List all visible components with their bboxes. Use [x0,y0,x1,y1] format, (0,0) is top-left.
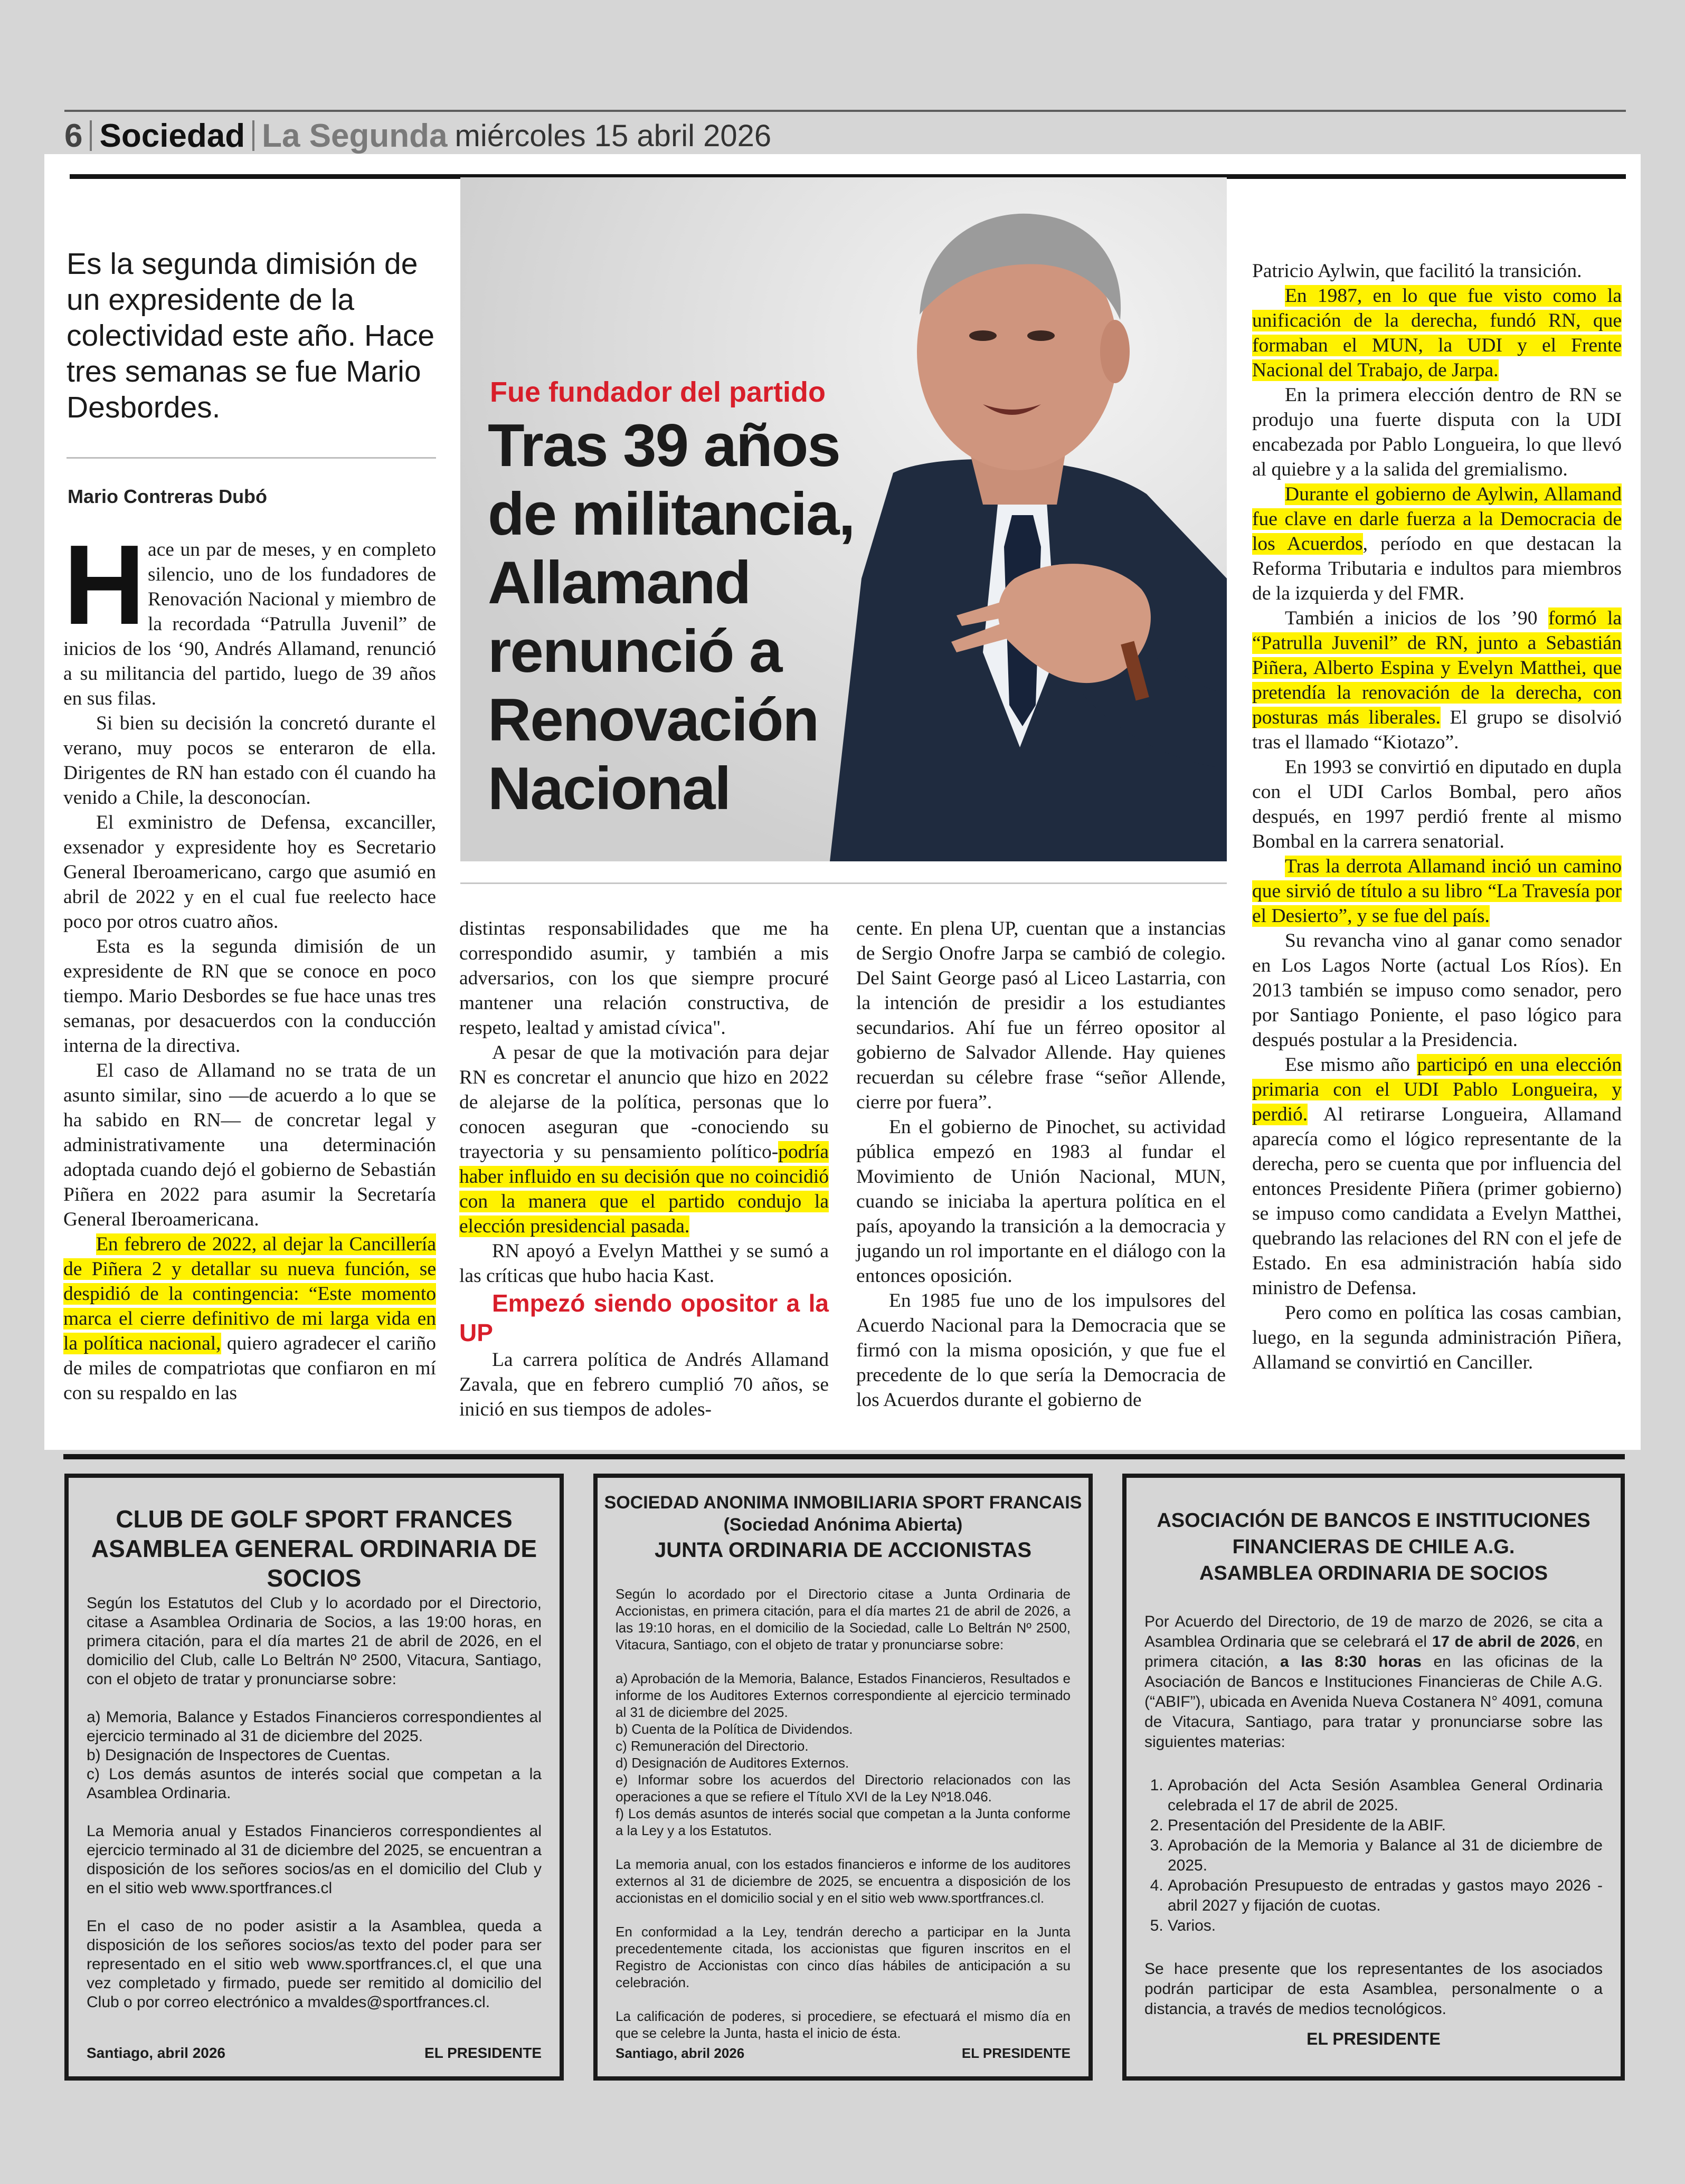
article-subhead: Empezó siendo opositor a la UP [459,1289,829,1346]
page-header [64,117,1626,154]
paragraph-text: El grupo se disolvió tras el llamado “Kiotazo”. [1252,707,1622,753]
notice-title-line: (Sociedad Anónima Abierta) [723,1515,963,1535]
paragraph: distintas responsabilidades que me ha correspondido asumir, y también a mis adversarios, con los que siempre procuré mantener una relación constructiva, de respeto, lealtad y amistad cívica". [459,918,829,1039]
agenda-item: 2. Presentación del Presidente de la ABIF. [1168,1816,1603,1836]
photo-divider [460,882,1227,884]
article-headline: Tras 39 años de militancia, Allamand renunció a Renovación Nacional [488,412,855,822]
notice-paragraph: Según lo acordado por el Directorio citase a Junta Ordinaria de Accionistas, en primera citación, para el día martes 21 de abril de 2026, a las 19:10 horas, en el domicilio de la Sociedad, calle Lo Beltrán Nº 2500, Vitacura, Santiago, con el objeto de tratar y pronunciarse sobre: [616,1586,1071,1653]
paragraph: En 1993 se convirtió en diputado en dupla con el UDI Carlos Bombal, pero años después, en 1997 perdió frente al mismo Bombal en la carrera senatorial. [1252,756,1622,852]
notice-body [1144,1612,1603,2019]
notice-item: d) Designación de Auditores Externos. [616,1755,849,1771]
notice-signature: EL PRESIDENTE [961,2045,1071,2061]
notice-footer [1144,2029,1603,2049]
section-name: Sociedad [99,117,245,154]
paragraph-text: Al retirarse Longueira, Allamand aparecía como el lógico representante de la derecha, pero se cuenta que por influencia del entonces Presidente Piñera (primer gobierno) se impuso como candidata a Evelyn Matthei, quebrando las relaciones del RN con el jefe de Estado. En esa administración había sido ministro de Defensa. [1252,1104,1622,1299]
header-top-rule [64,110,1626,112]
notice-item: b) Designación de Inspectores de Cuentas. [87,1746,391,1764]
paragraph: La carrera política de Andrés Allamand Zavala, que en febrero cumplió 70 años, se inició en sus tiempos de adoles- [459,1349,829,1420]
notice-item: b) Cuenta de la Política de Dividendos. [616,1721,853,1737]
article-column-2 [459,916,829,1422]
drop-cap: H [63,521,146,648]
notice-title [69,1504,560,1593]
notice-paragraph: Según los Estatutos del Club y lo acordado por el Directorio, citase a Asamblea Ordinaria de Socios, a las 19:00 horas, en primera citación, para el día martes 21 de abril de 2026, en el domicilio del Club, calle Lo Beltrán Nº 2500, Vitacura, Santiago, con el objeto de tratar y pronunciarse sobre: [87,1594,542,1688]
paragraph: Patricio Aylwin, que facilitó la transición. [1252,260,1582,282]
notice-paragraph: La Memoria anual y Estados Financieros correspondientes al ejercicio terminado al 31 de diciembre del 2025, se encuentran a disposición de los señores socios/as en el domicilio del Club y en el sitio web www.sportfrances.cl [87,1822,542,1897]
notice-item: a) Aprobación de la Memoria, Balance, Estados Financieros, Resultados e informe de los Auditores Externos correspondiente al ejercicio terminado al 31 de diciembre del 2025. [616,1670,1071,1720]
page-number: 6 [64,117,83,154]
paragraph: El caso de Allamand no se trata de un asunto similar, sino —de acuerdo a lo que se ha sabido en RN— de concretar legal y administrativamente una determinación adoptada cuando dejó el gobierno de Sebastián Piñera en 2022 para asumir la Secretaría General Iberoamericana. [63,1060,436,1230]
highlighted-text: participó en una elección primaria con el UDI Pablo Longueira, y perdió. [1252,1054,1622,1125]
notice-signature: EL PRESIDENTE [1307,2029,1441,2048]
paragraph-text: ace un par de meses, y en completo silencio, uno de los fundadores de Renovación Nacional y miembro de la recordada “Patrulla Juvenil” de inicios de los ‘90, Andrés Allamand, renunció a su militancia del partido, luego de 39 años en sus filas. [63,539,436,709]
notice-place-date: Santiago, abril 2026 [616,2045,745,2061]
article-column-3 [856,916,1226,1412]
publication-name: La Segunda [262,117,448,154]
paragraph [459,1040,829,1239]
paragraph: El exministro de Defensa, excanciller, exsenador y expresidente hoy es Secretario General Iberoamericano, cargo que asumió en abril de 2022 y en el cual fue reelecto hace poco por otros cuatro años. [63,812,436,933]
notice-title-line: CLUB DE GOLF SPORT FRANCES [116,1505,513,1533]
paragraph: En el gobierno de Pinochet, su actividad pública empezó en 1983 al fundar el Movimiento de Unión Nacional, MUN, cuando se iniciaba la apertura política en el país, apoyando la transición a la democracia y jugando un rol importante en el diálogo con la entonces oposición. [856,1116,1226,1287]
notice-title-line: SOCIEDAD ANONIMA INMOBILIARIA SPORT FRANCAIS [604,1493,1082,1513]
notice-text: Por Acuerdo del Directorio, de 19 de marzo de 2026, se cita a Asamblea Ordinaria que se celebrará el [1144,1613,1603,1650]
highlighted-text: formó la “Patrulla Juvenil” de RN, junto a Sebastián Piñera, Alberto Espina y Evelyn Matthei, que pretendía la renovación de la derecha, con posturas más liberales. [1252,607,1622,728]
notice-body [87,1594,542,2012]
notice-place-date: Santiago, abril 2026 [87,2045,225,2061]
notice-agenda-list [1144,1775,1603,1936]
notice-bold-text: 17 de abril de 2026 [1432,1633,1576,1650]
paragraph-text: , período en que destacan la Reforma Tributaria e indultos para miembros de la izquierda y del FMR. [1252,533,1622,604]
paragraph-text: quiero agradecer el cariño de miles de compatriotas que confiaron en mí con su respaldo en las [63,1333,436,1404]
paragraph [1252,1052,1622,1300]
notice-item: c) Remuneración del Directorio. [616,1738,809,1754]
notice-signature: EL PRESIDENTE [424,2045,542,2061]
paragraph: cente. En plena UP, cuentan que a instancias de Sergio Onofre Jarpa se cambió de colegio. Del Saint George pasó al Liceo Lastarria, con la intención de presidir a los estudiantes secundarios. Ahí fue un férreo opositor al gobierno de Salvador Allende. Hay quienes recuerdan su célebre frase “señor Allende, cierre por fuera”. [856,918,1226,1113]
notice-title [598,1492,1088,1564]
notice-text: , en primera citación, [1144,1633,1603,1670]
highlighted-text: podría haber influido en su decisión que no coincidió con la manera que el partido condujo la elección presidencial pasada. [459,1141,829,1237]
notice-sport-francais [593,1474,1093,2081]
paragraph [63,521,436,711]
paragraph: Si bien su decisión la concretó durante el verano, muy pocos se enteraron de ella. Dirigentes de RN han estado con él cuando ha venido a Chile, la desconocían. [63,713,436,809]
notice-paragraph: Se hace presente que los representantes de los asociados podrán participar de esta Asamblea, personalmente o a distancia, a través de medios tecnológicos. [1144,1960,1603,2018]
notice-footer [87,2045,542,2062]
paragraph: Su revancha vino al ganar como senador en Los Lagos Norte (actual Los Ríos). En 2013 también se impuso como senador, pero por Santiago Poniente, el paso lógico para después postular a la Presidencia. [1252,930,1622,1051]
paragraph [1252,854,1622,928]
article-column-4 [1252,259,1622,1375]
article-kicker: Fue fundador del partido [490,376,826,408]
notice-text: en las oficinas de la Asociación de Bancos e Instituciones Financieras de Chile A.G. (“ABIF”), ubicada en Avenida Nueva Costanera N° 4091, comuna de Vitacura, Santiago, para tratar y pronunciarse sobre las siguientes materias: [1144,1653,1603,1751]
notice-bold-text: a las 8:30 horas [1280,1653,1422,1670]
article-column-1 [63,521,436,1406]
notice-item: c) Los demás asuntos de interés social que competan a la Asamblea Ordinaria. [87,1765,542,1802]
ads-top-rule [63,1454,1625,1459]
article-deck: Es la segunda dimisión de un expresidente de la colectividad este año. Hace tres semanas se fue Mario Desbordes. [67,247,435,424]
highlighted-text: Tras la derrota Allamand inció un camino que sirvió de título a su libro “La Travesía por el Desierto”, y se fue del país. [1252,856,1622,927]
paragraph: Esta es la segunda dimisión de un expresidente de RN que se conoce en poco tiempo. Mario Desbordes se fue hace unas tres semanas, por desacuerdos con la conducción interna de la directiva. [63,936,436,1057]
notice-abif [1122,1474,1625,2081]
agenda-item: 5. Varios. [1168,1916,1603,1936]
notice-title [1127,1507,1621,1587]
notice-body [616,1585,1071,2041]
deck-divider [67,457,436,459]
notice-title-line: ASOCIACIÓN DE BANCOS E INSTITUCIONES [1157,1509,1591,1532]
header-divider [252,120,254,151]
notice-paragraph: En conformidad a la Ley, tendrán derecho a participar en la Junta precedentemente citada, los accionistas que figuren inscritos en el Registro de Accionistas con cinco días hábiles de anticipación a su celebración. [616,1924,1071,1990]
highlighted-text: En febrero de 2022, al dejar la Cancillería de Piñera 2 y detallar su nueva función, se despidió de la contingencia: “Este momento marca el cierre definitivo de mi larga vida en la política nacional, [63,1233,436,1354]
paragraph [1252,482,1622,606]
paragraph [1252,283,1622,383]
notice-title-line: FINANCIERAS DE CHILE A.G. [1232,1536,1515,1558]
agenda-item: 1. Aprobación del Acta Sesión Asamblea General Ordinaria celebrada el 17 de abril de 2025. [1168,1775,1603,1816]
paragraph-text: También a inicios de los ’90 [1285,607,1548,629]
article-byline: Mario Contreras Dubó [68,486,268,507]
paragraph: En 1985 fue uno de los impulsores del Acuerdo Nacional para la Democracia que se firmó con la misma oposición, y que fue el precedente de lo que sería la Democracia de los Acuerdos durante el gobierno de [856,1290,1226,1411]
issue-date: miércoles 15 abril 2026 [455,118,772,153]
notice-title-line: ASAMBLEA ORDINARIA DE SOCIOS [1199,1562,1548,1584]
paragraph: Pero como en política las cosas cambian, luego, en la segunda administración Piñera, Allamand se convirtió en Canciller. [1252,1302,1622,1373]
notice-item: e) Informar sobre los acuerdos del Directorio relacionados con las operaciones a que se refiere el Título XVI de la Ley Nº18.046. [616,1772,1071,1805]
agenda-item: 4. Aprobación Presupuesto de entradas y gastos mayo 2026 - abril 2027 y fijación de cuotas. [1168,1876,1603,1916]
agenda-item: 3. Aprobación de la Memoria y Balance al 31 de diciembre de 2025. [1168,1836,1603,1876]
notice-paragraph: En el caso de no poder asistir a la Asamblea, queda a disposición de los señores socios/as texto del poder para ser representado en el sitio web www.sportfrances.cl, el que una vez completado y firmado, puede ser remitido al domicilio del Club o por correo electrónico a mvaldes@sportfrances.cl. [87,1917,542,2011]
notice-title-line: ASAMBLEA GENERAL ORDINARIA DE SOCIOS [91,1535,537,1592]
notice-item: a) Memoria, Balance y Estados Financieros correspondientes al ejercicio terminado al 31 de diciembre del 2025. [87,1708,542,1745]
notice-title-line: JUNTA ORDINARIA DE ACCIONISTAS [654,1539,1032,1562]
paragraph [63,1232,436,1406]
paragraph-text: Ese mismo año [1285,1054,1417,1076]
paragraph: RN apoyó a Evelyn Matthei y se sumó a las críticas que hubo hacia Kast. [459,1240,829,1287]
notice-paragraph [1144,1612,1603,1752]
paragraph-text: A pesar de que la motivación para dejar RN es concretar el anuncio que hizo en 2022 de alejarse de la política, personas que lo conocen aseguran que -conociendo su trayectoria y su pensamiento político- [459,1042,829,1163]
highlighted-text: Durante el gobierno de Aylwin, Allamand fue clave en darle fuerza a la Democracia de los Acuerdos [1252,483,1622,555]
notice-golf-club [64,1474,564,2081]
highlighted-text: En 1987, en lo que fue visto como la unificación de la derecha, fundó RN, que formaban el MUN, la UDI y el Frente Nacional del Trabajo, de Jarpa. [1252,285,1622,381]
paragraph [1252,606,1622,755]
notice-footer [616,2045,1071,2062]
header-divider [90,120,92,151]
paragraph: En la primera elección dentro de RN se produjo una fuerte disputa con la UDI encabezada por Pablo Longueira, lo que llevó al quiebre y a la salida del gremialismo. [1252,384,1622,480]
notice-paragraph: La memoria anual, con los estados financieros e informe de los auditores externos al 31 de diciembre de 2025, se encuentra a disposición de los accionistas en el domicilio social y en el sitio web www.sportfrances.cl. [616,1856,1071,1906]
notice-paragraph: La calificación de poderes, si procediere, se efectuará el mismo día en que se celebre la Junta, hasta el inicio de ésta. [616,2008,1071,2041]
notice-item: f) Los demás asuntos de interés social que competan a la Junta conforme a la Ley y a los Estatutos. [616,1806,1071,1838]
